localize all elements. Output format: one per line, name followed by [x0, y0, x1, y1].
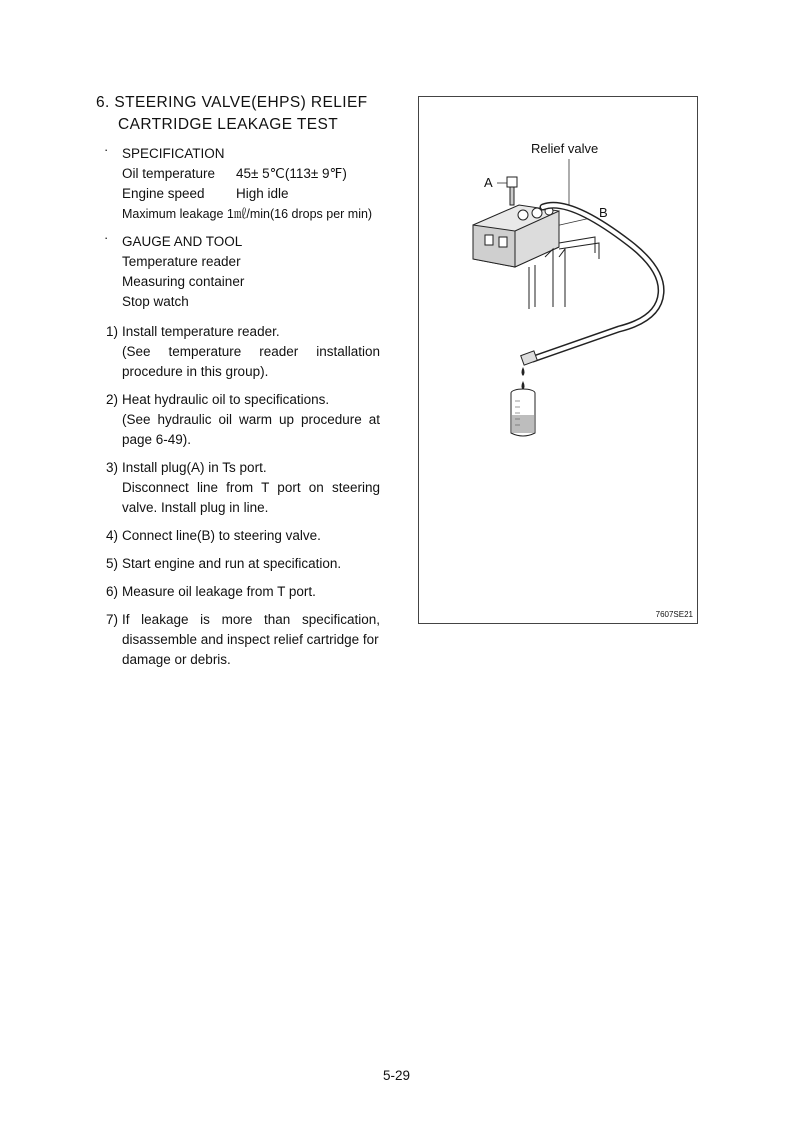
step-4	[96, 526, 380, 546]
step-line: (See temperature reader installation	[122, 344, 380, 359]
spec-heading	[96, 144, 380, 164]
step-number: 2)	[106, 392, 119, 407]
figure-code: 7607SE21	[655, 610, 693, 619]
step-line: Install plug(A) in Ts port.	[122, 460, 267, 475]
step-line: Connect line(B) to steering valve.	[122, 528, 321, 543]
step-2	[96, 390, 380, 450]
relief-valve-label: Relief valve	[531, 141, 599, 156]
title-line-2: CARTRIDGE LEAKAGE TEST	[118, 116, 339, 133]
spec-label: Maximum leakage 1㎖/min(16 drops per min)	[122, 207, 373, 221]
step-number: 5)	[106, 556, 119, 571]
bullet-dot: ·	[104, 142, 109, 157]
step-5	[96, 554, 380, 574]
step-number: 4)	[106, 528, 119, 543]
spec-heading-text: SPECIFICATION	[122, 146, 225, 161]
gauge-heading	[96, 232, 380, 252]
list-item: Stop watch	[122, 294, 189, 309]
step-line: Heat hydraulic oil to specifications.	[122, 392, 330, 407]
list-item: Temperature reader	[122, 254, 241, 269]
valve-illustration	[419, 97, 699, 625]
step-line: page 6-49).	[122, 432, 192, 447]
step-line: damage or debris.	[122, 652, 231, 667]
step-number: 3)	[106, 460, 119, 475]
spec-label: Engine speed	[122, 186, 205, 201]
step-line: (See hydraulic oil warm up procedure at	[122, 412, 380, 427]
step-line: Start engine and run at specification.	[122, 556, 342, 571]
spec-value: High idle	[236, 186, 289, 201]
step-line: procedure in this group).	[122, 364, 269, 379]
gauge-heading-text: GAUGE AND TOOL	[122, 234, 243, 249]
step-number: 6)	[106, 584, 119, 599]
step-1	[96, 322, 380, 382]
tool-list	[122, 252, 380, 312]
page-number: 5-29	[383, 1068, 411, 1083]
step-line: valve. Install plug in line.	[122, 500, 269, 515]
bullet-dot: ·	[104, 230, 109, 245]
spec-row	[122, 204, 372, 224]
step-line: Measure oil leakage from T port.	[122, 584, 316, 599]
step-3	[96, 458, 380, 518]
step-number: 1)	[106, 324, 119, 339]
step-line: disassemble and inspect relief cartridge for	[122, 632, 379, 647]
plug-a-label: A	[484, 175, 493, 190]
text-column	[96, 92, 380, 678]
step-number: 7)	[106, 612, 119, 627]
leakage-test-figure	[418, 96, 698, 624]
step-line: If leakage is more than specification,	[122, 612, 380, 627]
step-line: Install temperature reader.	[122, 324, 280, 339]
step-line: Disconnect line from T port on steering	[122, 480, 380, 495]
section-title	[96, 92, 380, 136]
spec-row	[122, 184, 372, 204]
spec-value: 45± 5℃(113± 9℉)	[236, 166, 347, 181]
step-7	[96, 610, 380, 670]
procedure-steps	[96, 322, 380, 670]
spec-table	[122, 164, 372, 224]
title-line-1: 6. STEERING VALVE(EHPS) RELIEF	[96, 94, 368, 111]
spec-label: Oil temperature	[122, 166, 216, 181]
step-6	[96, 582, 380, 602]
line-b-label: B	[599, 205, 608, 220]
spec-row	[122, 164, 372, 184]
list-item: Measuring container	[122, 274, 245, 289]
